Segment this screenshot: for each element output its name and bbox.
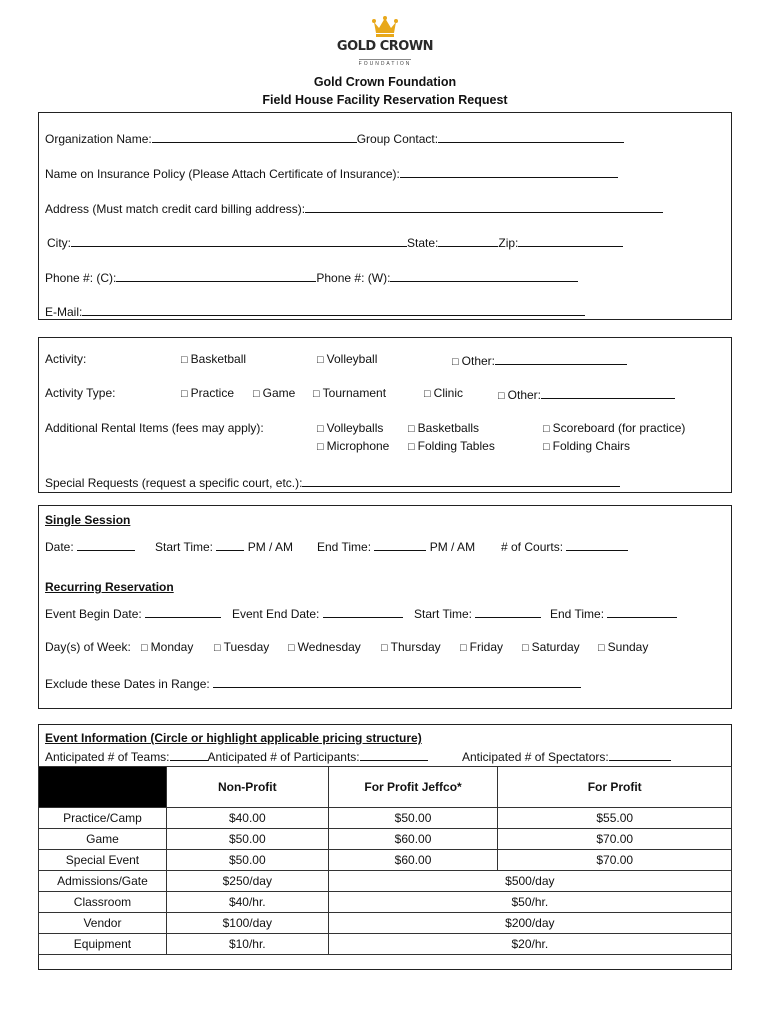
- non-profit-price: $250/day: [166, 871, 328, 892]
- special-requests-label: Special Requests (request a specific court, etc.):: [45, 476, 303, 490]
- type-game-checkbox[interactable]: □ Game: [253, 386, 295, 400]
- teams-field[interactable]: [170, 748, 208, 761]
- exclude-dates-field[interactable]: [213, 675, 581, 688]
- logo: [335, 16, 435, 68]
- insurance-label: Name on Insurance Policy (Please Attach Certificate of Insurance):: [45, 167, 400, 181]
- city-label: City:: [47, 236, 71, 250]
- recurring-start-field[interactable]: [475, 605, 541, 618]
- participants-label: Anticipated # of Participants:: [207, 750, 360, 764]
- non-profit-price: $10/hr.: [166, 934, 328, 955]
- event-end-field[interactable]: [323, 605, 403, 618]
- participants-field[interactable]: [360, 748, 428, 761]
- phone-cell-label: Phone #: (C):: [45, 271, 117, 285]
- activity-volleyball-checkbox[interactable]: □ Volleyball: [317, 352, 377, 366]
- for-profit-price: $70.00: [498, 829, 732, 850]
- date-field[interactable]: [77, 538, 135, 551]
- day-thursday-checkbox[interactable]: □ Thursday: [381, 640, 441, 654]
- row-label: Practice/Camp: [39, 808, 167, 829]
- pricing-header-row: [39, 767, 732, 808]
- table-row: [39, 892, 732, 913]
- crown-icon: [372, 16, 398, 38]
- type-other-field[interactable]: [541, 386, 675, 399]
- start-pm-am: PM / AM: [247, 540, 294, 554]
- type-tournament-checkbox[interactable]: □ Tournament: [313, 386, 386, 400]
- zip-field[interactable]: [518, 234, 623, 247]
- non-profit-price: $50.00: [166, 829, 328, 850]
- jeffco-price: $50.00: [328, 808, 498, 829]
- rental-scoreboard-checkbox[interactable]: □ Scoreboard (for practice): [543, 421, 685, 435]
- rental-folding-chairs-checkbox[interactable]: □ Folding Chairs: [543, 439, 630, 453]
- day-tuesday-checkbox[interactable]: □ Tuesday: [214, 640, 269, 654]
- rental-label: Additional Rental Items (fees may apply):: [45, 421, 264, 435]
- start-time-field[interactable]: [216, 538, 244, 551]
- activity-label: Activity:: [45, 352, 87, 366]
- insurance-field[interactable]: [400, 165, 618, 178]
- for-profit-combined-price: $20/hr.: [328, 934, 731, 955]
- org-name-label: Organization Name:: [45, 132, 152, 146]
- activity-type-label: Activity Type:: [45, 386, 116, 400]
- table-row: [39, 871, 732, 892]
- jeffco-price: $60.00: [328, 829, 498, 850]
- phone-work-field[interactable]: [390, 269, 578, 282]
- for-profit-price: $55.00: [498, 808, 732, 829]
- recurring-end-field[interactable]: [607, 605, 677, 618]
- activity-section: [38, 337, 732, 493]
- jeffco-price: $60.00: [328, 850, 498, 871]
- activity-other-checkbox[interactable]: □ Other:: [452, 354, 495, 368]
- row-label: Game: [39, 829, 167, 850]
- start-time-label: Start Time:: [155, 540, 214, 554]
- recurring-end-label: End Time:: [550, 607, 605, 621]
- teams-label: Anticipated # of Teams:: [45, 750, 170, 764]
- non-profit-price: $40.00: [166, 808, 328, 829]
- row-label: Admissions/Gate: [39, 871, 167, 892]
- rental-volleyballs-checkbox[interactable]: □ Volleyballs: [317, 421, 383, 435]
- date-label: Date:: [45, 540, 74, 554]
- row-label: Special Event: [39, 850, 167, 871]
- header-for-profit: For Profit: [498, 767, 732, 808]
- table-row: [39, 808, 732, 829]
- courts-label: # of Courts:: [501, 540, 564, 554]
- row-label: Vendor: [39, 913, 167, 934]
- org-title: Gold Crown Foundation: [313, 75, 457, 89]
- table-row: [39, 829, 732, 850]
- form-title: Field House Facility Reservation Request: [262, 93, 508, 107]
- day-sunday-checkbox[interactable]: □ Sunday: [598, 640, 648, 654]
- rental-basketballs-checkbox[interactable]: □ Basketballs: [408, 421, 479, 435]
- day-monday-checkbox[interactable]: □ Monday: [141, 640, 193, 654]
- for-profit-combined-price: $200/day: [328, 913, 731, 934]
- address-field[interactable]: [305, 200, 663, 213]
- pricing-table: [38, 766, 732, 955]
- single-session-title: Single Session: [45, 513, 131, 527]
- type-clinic-checkbox[interactable]: □ Clinic: [424, 386, 463, 400]
- event-begin-field[interactable]: [145, 605, 221, 618]
- table-row: [39, 934, 732, 955]
- event-end-label: Event End Date:: [232, 607, 320, 621]
- special-requests-field[interactable]: [302, 474, 620, 487]
- end-time-label: End Time:: [317, 540, 372, 554]
- non-profit-price: $50.00: [166, 850, 328, 871]
- activity-other-field[interactable]: [495, 352, 627, 365]
- exclude-dates-label: Exclude these Dates in Range:: [45, 677, 210, 691]
- city-field[interactable]: [71, 234, 407, 247]
- header-for-profit-jeffco: For Profit Jeffco*: [328, 767, 498, 808]
- pricing-corner-cell: [39, 767, 167, 808]
- row-label: Classroom: [39, 892, 167, 913]
- phone-work-label: Phone #: (W):: [316, 271, 391, 285]
- group-contact-field[interactable]: [438, 130, 624, 143]
- logo-name: GOLD CROWN: [336, 39, 434, 54]
- table-row: [39, 850, 732, 871]
- day-friday-checkbox[interactable]: □ Friday: [460, 640, 503, 654]
- day-wednesday-checkbox[interactable]: □ Wednesday: [288, 640, 361, 654]
- end-time-field[interactable]: [374, 538, 426, 551]
- table-row: [39, 913, 732, 934]
- recurring-start-label: Start Time:: [414, 607, 473, 621]
- state-label: State:: [407, 236, 439, 250]
- email-label: E-Mail:: [45, 305, 83, 319]
- end-pm-am: PM / AM: [429, 540, 476, 554]
- activity-basketball-checkbox[interactable]: □ Basketball: [181, 352, 246, 366]
- event-info-title: Event Information (Circle or highlight applicable pricing structure): [45, 731, 422, 745]
- phone-cell-field[interactable]: [116, 269, 316, 282]
- org-name-field[interactable]: [152, 130, 357, 143]
- days-label: Day(s) of Week:: [45, 640, 131, 654]
- courts-field[interactable]: [566, 538, 628, 551]
- group-contact-label: Group Contact:: [356, 132, 439, 146]
- logo-subtitle: FOUNDATION: [358, 61, 412, 67]
- for-profit-combined-price: $50/hr.: [328, 892, 731, 913]
- rental-microphone-checkbox[interactable]: □ Microphone: [317, 439, 389, 453]
- header-non-profit: Non-Profit: [166, 767, 328, 808]
- type-other-checkbox[interactable]: □ Other:: [498, 388, 541, 402]
- row-label: Equipment: [39, 934, 167, 955]
- day-saturday-checkbox[interactable]: □ Saturday: [522, 640, 580, 654]
- state-field[interactable]: [438, 234, 498, 247]
- address-label: Address (Must match credit card billing address):: [45, 202, 306, 216]
- recurring-title: Recurring Reservation: [45, 580, 174, 594]
- for-profit-price: $70.00: [498, 850, 732, 871]
- email-field[interactable]: [82, 303, 585, 316]
- zip-label: Zip:: [498, 236, 519, 250]
- spectators-label: Anticipated # of Spectators:: [462, 750, 609, 764]
- event-begin-label: Event Begin Date:: [45, 607, 142, 621]
- non-profit-price: $100/day: [166, 913, 328, 934]
- non-profit-price: $40/hr.: [166, 892, 328, 913]
- type-practice-checkbox[interactable]: □ Practice: [181, 386, 234, 400]
- rental-folding-tables-checkbox[interactable]: □ Folding Tables: [408, 439, 495, 453]
- spectators-field[interactable]: [609, 748, 671, 761]
- for-profit-combined-price: $500/day: [328, 871, 731, 892]
